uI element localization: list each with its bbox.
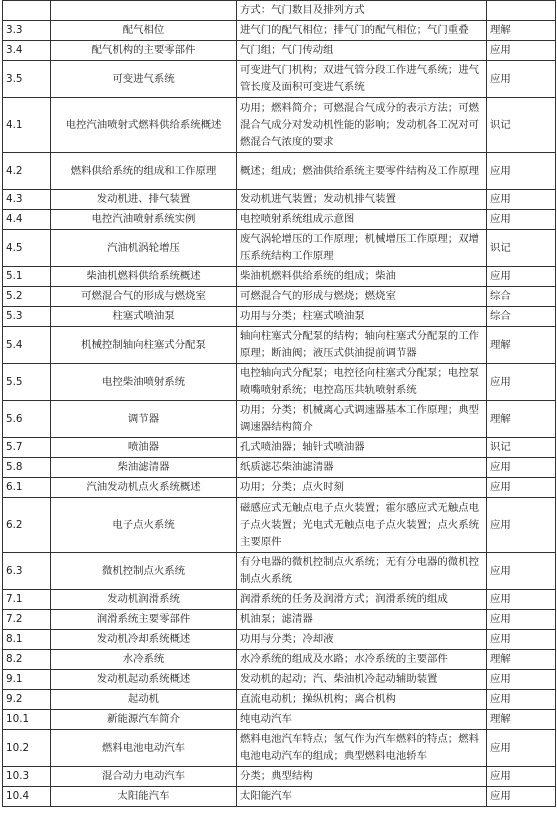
section-content: 孔式喷油器；轴针式喷油器 bbox=[237, 438, 487, 458]
section-number: 5.5 bbox=[3, 364, 51, 401]
section-content: 机油泵；滤清器 bbox=[237, 610, 487, 630]
table-row bbox=[3, 61, 556, 98]
section-topic: 燃料供给系统的组成和工作原理 bbox=[51, 153, 237, 190]
table-row bbox=[3, 438, 556, 458]
section-topic: 新能源汽车简介 bbox=[51, 710, 237, 730]
section-topic: 发动机冷却系统概述 bbox=[51, 630, 237, 650]
section-topic: 电控汽油喷射式燃料供给系统概述 bbox=[51, 98, 237, 153]
section-content: 概述；组成；燃油供给系统主要零件结构及工作原理 bbox=[237, 153, 487, 190]
learning-level bbox=[487, 1, 556, 21]
section-number: 4.1 bbox=[3, 98, 51, 153]
table-row bbox=[3, 267, 556, 287]
section-topic: 混合动力电动汽车 bbox=[51, 767, 237, 787]
learning-level: 应用 bbox=[487, 767, 556, 787]
table-row bbox=[3, 787, 556, 807]
section-number: 5.6 bbox=[3, 401, 51, 438]
table-row bbox=[3, 307, 556, 327]
section-number: 5.8 bbox=[3, 458, 51, 478]
section-topic: 汽油发动机点火系统概述 bbox=[51, 478, 237, 498]
section-content: 进气门的配气相位；排气门的配气相位；气门重叠 bbox=[237, 21, 487, 41]
section-topic: 机械控制轴向柱塞式分配泵 bbox=[51, 327, 237, 364]
section-topic: 发动机起动系统概述 bbox=[51, 670, 237, 690]
section-topic: 发动机润滑系统 bbox=[51, 590, 237, 610]
section-content: 功用与分类；冷却液 bbox=[237, 630, 487, 650]
section-content: 水冷系统的组成及水路；水冷系统的主要部件 bbox=[237, 650, 487, 670]
section-topic: 配气相位 bbox=[51, 21, 237, 41]
section-content: 磁感应式无触点电子点火装置；霍尔感应式无触点电子点火装置；光电式无触点电子点火装置；点火系统主要原件 bbox=[237, 498, 487, 553]
section-topic: 柱塞式喷油泵 bbox=[51, 307, 237, 327]
section-topic: 起动机 bbox=[51, 690, 237, 710]
table-row bbox=[3, 41, 556, 61]
learning-level: 应用 bbox=[487, 730, 556, 767]
section-content: 废气涡轮增压的工作原理；机械增压工作原理；双增压系统结构工作原理 bbox=[237, 230, 487, 267]
table-row bbox=[3, 287, 556, 307]
section-topic: 调节器 bbox=[51, 401, 237, 438]
table-row bbox=[3, 478, 556, 498]
section-content: 方式：气门数目及排列方式 bbox=[237, 1, 487, 21]
learning-level: 应用 bbox=[487, 610, 556, 630]
learning-level: 理解 bbox=[487, 650, 556, 670]
section-topic: 太阳能汽车 bbox=[51, 787, 237, 807]
learning-level: 应用 bbox=[487, 670, 556, 690]
table-row bbox=[3, 21, 556, 41]
section-content: 纸质滤芯柴油滤清器 bbox=[237, 458, 487, 478]
learning-level: 应用 bbox=[487, 553, 556, 590]
section-number: 10.2 bbox=[3, 730, 51, 767]
learning-level: 应用 bbox=[487, 210, 556, 230]
section-content: 可变进气门机构；双进气管分段工作进气系统；进气管长度及面积可变进气系统 bbox=[237, 61, 487, 98]
section-content: 可燃混合气的形成与燃烧；燃烧室 bbox=[237, 287, 487, 307]
learning-level: 综合 bbox=[487, 287, 556, 307]
learning-level: 识记 bbox=[487, 438, 556, 458]
table-row bbox=[3, 153, 556, 190]
section-content: 太阳能汽车 bbox=[237, 787, 487, 807]
section-number: 8.2 bbox=[3, 650, 51, 670]
learning-level: 应用 bbox=[487, 630, 556, 650]
section-number: 4.2 bbox=[3, 153, 51, 190]
section-number: 6.1 bbox=[3, 478, 51, 498]
section-content: 功用；分类；机械离心式调速器基本工作原理；典型调速器结构简介 bbox=[237, 401, 487, 438]
learning-level: 理解 bbox=[487, 21, 556, 41]
section-number: 6.3 bbox=[3, 553, 51, 590]
table-row bbox=[3, 710, 556, 730]
section-number: 8.1 bbox=[3, 630, 51, 650]
section-content: 润滑系统的任务及润滑方式；润滑系统的组成 bbox=[237, 590, 487, 610]
learning-level: 应用 bbox=[487, 61, 556, 98]
section-topic: 喷油器 bbox=[51, 438, 237, 458]
section-number: 5.1 bbox=[3, 267, 51, 287]
learning-level: 应用 bbox=[487, 458, 556, 478]
table-row bbox=[3, 230, 556, 267]
section-topic: 电控柴油喷射系统 bbox=[51, 364, 237, 401]
learning-level: 应用 bbox=[487, 590, 556, 610]
table-row bbox=[3, 327, 556, 364]
learning-level: 应用 bbox=[487, 690, 556, 710]
table-row bbox=[3, 458, 556, 478]
table-row bbox=[3, 190, 556, 210]
section-number: 4.3 bbox=[3, 190, 51, 210]
table-row bbox=[3, 730, 556, 767]
section-number: 3.3 bbox=[3, 21, 51, 41]
section-number: 10.4 bbox=[3, 787, 51, 807]
table-row bbox=[3, 401, 556, 438]
learning-level: 应用 bbox=[487, 153, 556, 190]
section-content: 发动机的起动；汽、柴油机冷起动辅助装置 bbox=[237, 670, 487, 690]
section-number: 4.4 bbox=[3, 210, 51, 230]
table-row bbox=[3, 767, 556, 787]
learning-level: 理解 bbox=[487, 327, 556, 364]
syllabus-table-body bbox=[3, 1, 556, 807]
section-content: 功用与分类；柱塞式喷油泵 bbox=[237, 307, 487, 327]
section-number: 5.7 bbox=[3, 438, 51, 458]
table-row bbox=[3, 610, 556, 630]
learning-level: 应用 bbox=[487, 267, 556, 287]
table-row bbox=[3, 630, 556, 650]
section-topic: 柴油机燃料供给系统概述 bbox=[51, 267, 237, 287]
table-row bbox=[3, 98, 556, 153]
learning-level: 应用 bbox=[487, 787, 556, 807]
section-content: 电控喷射系统组成示意图 bbox=[237, 210, 487, 230]
section-topic: 可燃混合气的形成与燃烧室 bbox=[51, 287, 237, 307]
section-topic: 微机控制点火系统 bbox=[51, 553, 237, 590]
learning-level: 理解 bbox=[487, 401, 556, 438]
section-content: 功用；燃料简介；可燃混合气成分的表示方法；可燃混合气成分对发动机性能的影响；发动机各工况对可燃混合气浓度的要求 bbox=[237, 98, 487, 153]
section-number: 5.4 bbox=[3, 327, 51, 364]
section-number: 4.5 bbox=[3, 230, 51, 267]
section-topic: 配气机构的主要零部件 bbox=[51, 41, 237, 61]
learning-level: 识记 bbox=[487, 98, 556, 153]
section-topic: 发动机进、排气装置 bbox=[51, 190, 237, 210]
section-content: 柴油机燃料供给系统的组成；柴油 bbox=[237, 267, 487, 287]
section-content: 有分电器的微机控制点火系统；无有分电器的微机控制点火系统 bbox=[237, 553, 487, 590]
learning-level: 应用 bbox=[487, 190, 556, 210]
section-number: 3.4 bbox=[3, 41, 51, 61]
section-content: 轴向柱塞式分配泵的结构；轴向柱塞式分配泵的工作原理；断油阀；液压式供油提前调节器 bbox=[237, 327, 487, 364]
table-row bbox=[3, 553, 556, 590]
section-topic: 电控汽油喷射系统实例 bbox=[51, 210, 237, 230]
section-content: 功用；分类；点火时刻 bbox=[237, 478, 487, 498]
syllabus-table bbox=[2, 0, 556, 807]
table-row bbox=[3, 1, 556, 21]
section-number: 7.2 bbox=[3, 610, 51, 630]
section-number: 5.3 bbox=[3, 307, 51, 327]
section-number bbox=[3, 1, 51, 21]
section-content: 气门组；气门传动组 bbox=[237, 41, 487, 61]
learning-level: 综合 bbox=[487, 307, 556, 327]
section-number: 6.2 bbox=[3, 498, 51, 553]
section-number: 7.1 bbox=[3, 590, 51, 610]
section-number: 9.1 bbox=[3, 670, 51, 690]
section-number: 3.5 bbox=[3, 61, 51, 98]
learning-level: 应用 bbox=[487, 364, 556, 401]
section-number: 9.2 bbox=[3, 690, 51, 710]
section-topic bbox=[51, 1, 237, 21]
table-row bbox=[3, 364, 556, 401]
learning-level: 应用 bbox=[487, 498, 556, 553]
section-topic: 汽油机涡轮增压 bbox=[51, 230, 237, 267]
section-topic: 电子点火系统 bbox=[51, 498, 237, 553]
table-row bbox=[3, 498, 556, 553]
section-content: 发动机进气装置；发动机排气装置 bbox=[237, 190, 487, 210]
table-row bbox=[3, 670, 556, 690]
table-row bbox=[3, 210, 556, 230]
table-row bbox=[3, 650, 556, 670]
section-content: 电控轴向式分配泵；电控径向柱塞式分配泵；电控泵喷嘴喷射系统；电控高压共轨喷射系统 bbox=[237, 364, 487, 401]
section-content: 分类；典型结构 bbox=[237, 767, 487, 787]
table-row bbox=[3, 690, 556, 710]
section-topic: 柴油滤清器 bbox=[51, 458, 237, 478]
table-row bbox=[3, 590, 556, 610]
section-content: 纯电动汽车 bbox=[237, 710, 487, 730]
section-content: 直流电动机；操纵机构；离合机构 bbox=[237, 690, 487, 710]
learning-level: 应用 bbox=[487, 41, 556, 61]
section-number: 10.3 bbox=[3, 767, 51, 787]
section-topic: 润滑系统主要零部件 bbox=[51, 610, 237, 630]
learning-level: 理解 bbox=[487, 710, 556, 730]
learning-level: 识记 bbox=[487, 230, 556, 267]
section-topic: 燃料电池电动汽车 bbox=[51, 730, 237, 767]
section-number: 5.2 bbox=[3, 287, 51, 307]
section-topic: 水冷系统 bbox=[51, 650, 237, 670]
learning-level: 应用 bbox=[487, 478, 556, 498]
section-number: 10.1 bbox=[3, 710, 51, 730]
section-content: 燃料电池汽车特点；氢气作为汽车燃料的特点；燃料电池电动汽车的组成；典型燃料电池轿车 bbox=[237, 730, 487, 767]
section-topic: 可变进气系统 bbox=[51, 61, 237, 98]
